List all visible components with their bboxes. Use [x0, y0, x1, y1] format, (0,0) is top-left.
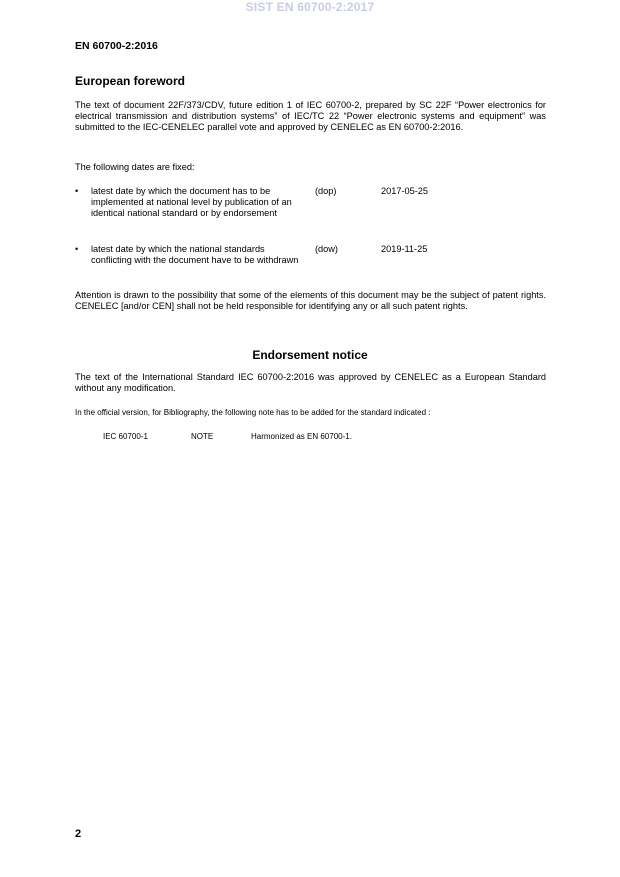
document-id: EN 60700-2:2016 — [75, 40, 158, 52]
note-text: Harmonized as EN 60700-1. — [251, 432, 352, 441]
note-standard: IEC 60700-1 — [103, 432, 148, 441]
date-value: 2019-11-25 — [381, 244, 428, 254]
date-code: (dow) — [315, 244, 338, 254]
date-value: 2017-05-25 — [381, 186, 428, 196]
date-description: latest date by which the national standards conflicting with the document have to be withdrawn — [91, 244, 299, 265]
bullet-icon: • — [75, 244, 79, 254]
date-description: latest date by which the document has to be implemented at national level by publication of an identical national standard or by endorsement — [91, 186, 292, 218]
note-intro: In the official version, for Bibliography, the following note has to be added for the standard indicated : — [75, 408, 431, 417]
attention-paragraph: Attention is drawn to the possibility that some of the elements of this document may be the subject of patent rights. CENELEC [and/or CEN] shall not be held responsible for identifying any or all such patent rights. — [75, 290, 546, 311]
list-item — [75, 186, 546, 244]
page-number: 2 — [75, 828, 82, 840]
endorsement-heading: Endorsement notice — [252, 348, 368, 362]
list-item — [75, 244, 546, 292]
endorsement-text: The text of the International Standard IEC 60700-2:2016 was approved by CENELEC as a European Standard without any modification. — [75, 372, 546, 393]
watermark: SIST EN 60700-2:2017 — [245, 0, 375, 14]
note-label: NOTE — [191, 432, 214, 441]
dates-list — [75, 186, 546, 292]
foreword-heading: European foreword — [75, 74, 186, 88]
foreword-paragraph: The text of document 22F/373/CDV, future edition 1 of IEC 60700-2, prepared by SC 22F “Power electronics for electrical transmission and distribution systems” of IEC/TC 22 “Power electronic systems and equipment” was submitted to the IEC-CENELEC parallel vote and approved by CENELEC as EN 60700-2:2016. — [75, 100, 546, 132]
dates-intro: The following dates are fixed: — [75, 162, 195, 172]
bullet-icon: • — [75, 186, 79, 196]
date-code: (dop) — [315, 186, 337, 196]
